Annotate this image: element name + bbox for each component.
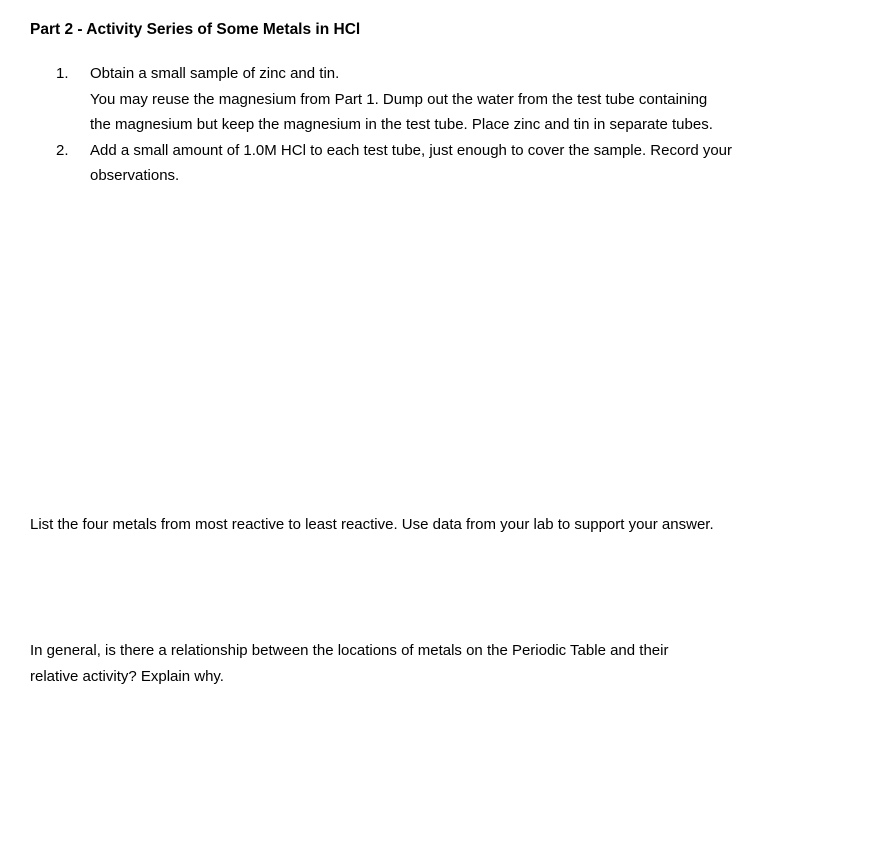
step-line: You may reuse the magnesium from Part 1. Dump out the water from the test tube containing xyxy=(90,90,708,108)
step-number: 1. xyxy=(56,65,69,82)
procedure-step-1 xyxy=(56,61,836,138)
step-line: observations. xyxy=(90,167,180,184)
step-line: the magnesium but keep the magnesium in the test tube. Place zinc and tin in separate tubes. xyxy=(90,116,713,133)
part-title: Part 2 - Activity Series of Some Metals in HCl xyxy=(30,21,361,38)
procedure-list xyxy=(56,61,836,189)
step-number: 2. xyxy=(56,141,69,159)
procedure-step-2 xyxy=(56,138,836,189)
step-text xyxy=(90,61,836,138)
question-rank-metals xyxy=(30,512,830,538)
step-line: Obtain a small sample of zinc and tin. xyxy=(90,65,340,82)
question-line: List the four metals from most reactive to least reactive. Use data from your lab to support your answer. xyxy=(30,516,714,533)
question-line: relative activity? Explain why. xyxy=(30,667,224,685)
step-text xyxy=(90,138,836,189)
question-periodic-relationship xyxy=(30,638,830,689)
question-line: In general, is there a relationship between the locations of metals on the Periodic Table and their xyxy=(30,642,669,659)
step-line: Add a small amount of 1.0M HCl to each test tube, just enough to cover the sample. Record your xyxy=(90,141,733,159)
